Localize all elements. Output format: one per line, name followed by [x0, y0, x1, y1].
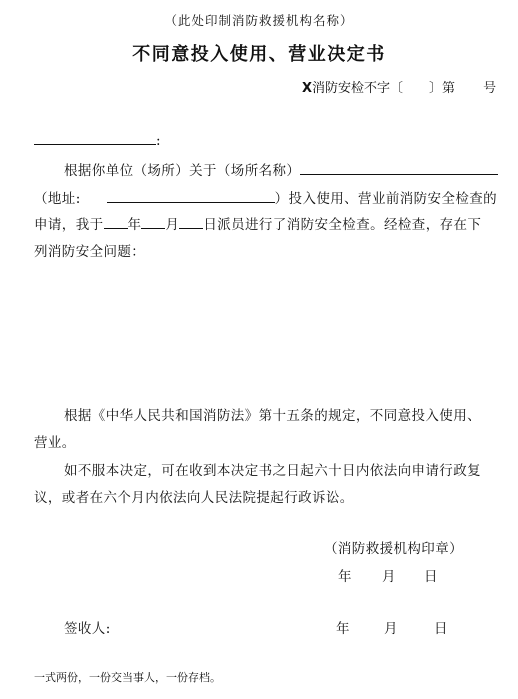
receipt-month: 月 — [384, 621, 398, 637]
document-number — [302, 77, 496, 96]
seal-day: 日 — [424, 569, 438, 585]
p1-addr-close: ）投入使用、营业前消防安全检查的 — [274, 191, 498, 207]
year-blank — [104, 214, 128, 229]
p3-text-a: 如不服本决定，可在收到本决定书之日起六十日内依法向申请行政复 — [64, 463, 481, 479]
paragraph-1-line-1 — [64, 159, 498, 179]
docno-bracket-close: 〕第 — [429, 81, 456, 96]
paragraph-3-line-2 — [34, 486, 354, 506]
docno-suffix: 号 — [483, 81, 497, 96]
p1-issues: 列消防安全问题： — [34, 244, 146, 260]
address-blank — [107, 188, 275, 203]
p2-text-b: 营业。 — [34, 435, 76, 451]
docno-prefix: 消防安检不字〔 — [312, 81, 404, 96]
day-blank — [179, 214, 203, 229]
addressee-line — [34, 130, 161, 149]
paragraph-2-line-1 — [64, 404, 481, 424]
seal-month: 月 — [382, 569, 396, 585]
p1-apply: 申请，我于 — [34, 217, 104, 233]
p3-text-b: 议，或者在六个月内依法向人民法院提起行政诉讼。 — [34, 490, 354, 506]
p1-text-a: 根据你单位（场所）关于（场所名称） — [64, 163, 301, 179]
addressee-colon: : — [156, 133, 161, 149]
paragraph-1-line-3 — [34, 213, 481, 233]
venue-name-blank — [300, 160, 498, 175]
paragraph-1-line-4 — [34, 240, 145, 260]
org-name-hint: （此处印制消防救援机构名称） — [164, 13, 354, 28]
addressee-blank — [34, 130, 156, 145]
paragraph-3-line-1 — [64, 459, 481, 479]
month-blank — [141, 214, 165, 229]
p1-month: 月 — [165, 217, 180, 233]
receiver-label: 签收人: — [64, 621, 111, 637]
seal-label: （消防救援机构印章） — [324, 541, 463, 557]
p1-year: 年 — [127, 217, 142, 233]
copies-note: 一式两份，一份交当事人，一份存档。 — [34, 671, 221, 684]
docno-x: X — [302, 81, 313, 96]
p1-addr-open: （地址: — [34, 191, 81, 207]
p2-text-a: 根据《中华人民共和国消防法》第十五条的规定，不同意投入使用、 — [64, 408, 481, 424]
paragraph-1-line-2 — [34, 187, 497, 207]
document-title: 不同意投入使用、营业决定书 — [132, 44, 386, 65]
receipt-year: 年 — [336, 621, 350, 637]
p1-day-rest: 日派员进行了消防安全检查。经检查，存在下 — [203, 217, 482, 233]
paragraph-2-line-2 — [34, 431, 76, 451]
seal-year: 年 — [338, 569, 352, 585]
receipt-day: 日 — [434, 621, 448, 637]
